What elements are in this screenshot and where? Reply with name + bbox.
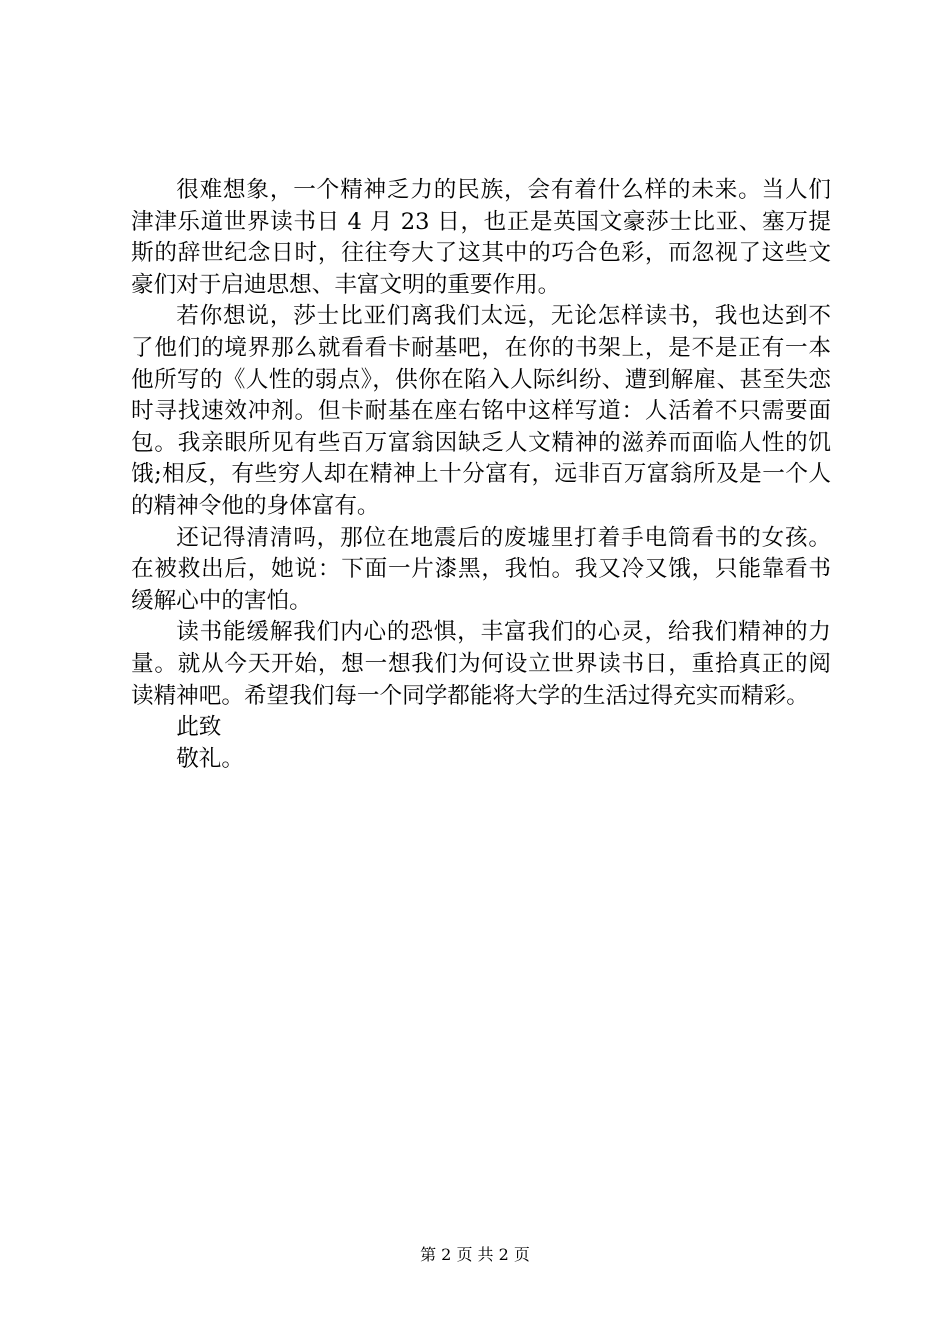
letter-body [131,175,831,775]
paragraph-1: 很难想象，一个精神乏力的民族，会有着什么样的未来。当人们津津乐道世界读书日 4 月 23 日，也正是英国文豪莎士比亚、塞万提斯的辞世纪念日时，往往夸大了这其中的巧合色彩，而忽视了这些文豪们对于启迪思想、丰富文明的重要作用。 [131,177,831,298]
closing-salutation: 此致 [176,714,222,741]
paragraph-2: 若你想说，莎士比亚们离我们太远，无论怎样读书，我也达到不了他们的境界那么就看看卡耐基吧，在你的书架上，是不是正有一本他所写的《人性的弱点》，供你在陷入人际纠纷、遭到解雇、甚至失恋时寻找速效冲剂。但卡耐基在座右铭中这样写道：人活着不只需要面包。我亲眼所见有些百万富翁因缺乏人文精神的滋养而面临人性的饥饿;相反，有些穷人却在精神上十分富有，远非百万富翁所及是一个人的精神令他的身体富有。 [131,303,831,519]
page-number-footer: 第 2 页 共 2 页 [420,1245,530,1264]
closing-regards: 敬礼。 [176,745,244,772]
paragraph-3: 还记得清清吗，那位在地震后的废墟里打着手电筒看书的女孩。在被救出后，她说：下面一片漆黑，我怕。我又冷又饿，只能靠看书缓解心中的害怕。 [131,524,831,614]
paragraph-4: 读书能缓解我们内心的恐惧，丰富我们的心灵，给我们精神的力量。就从今天开始，想一想我们为何设立世界读书日，重拾真正的阅读精神吧。希望我们每一个同学都能将大学的生活过得充实而精彩。 [131,619,831,709]
